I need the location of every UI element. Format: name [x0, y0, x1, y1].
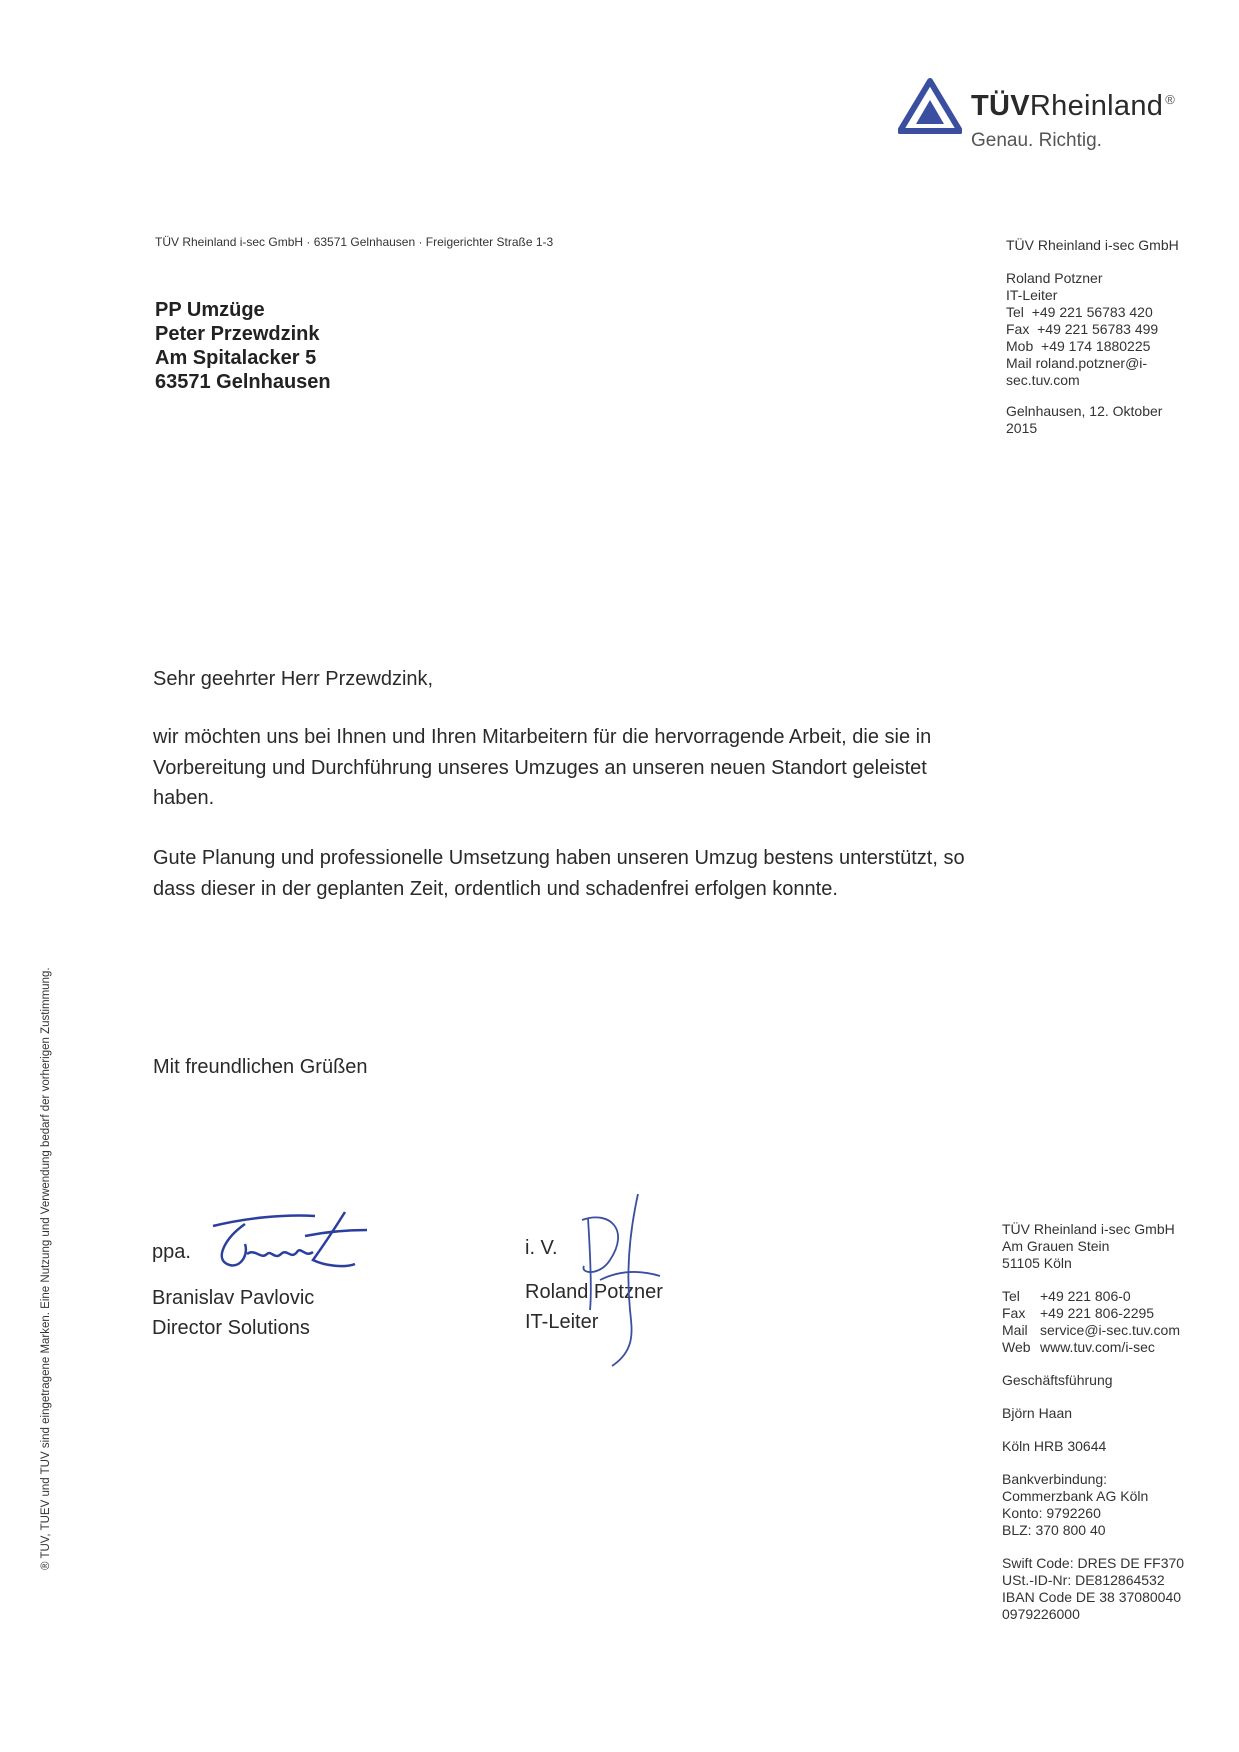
footer-iban: IBAN Code DE 38 37080040 — [1002, 1589, 1182, 1605]
logo-wordmark: TÜVRheinland ® — [971, 90, 1176, 122]
contact-mail-cont: sec.tuv.com — [1006, 372, 1080, 388]
contact-name: Roland Potzner — [1006, 270, 1103, 286]
recipient-street: Am Spitalacker 5 — [155, 347, 317, 369]
trademark-side-note: ® TUV, TUEV und TUV sind eingetragene Marken. Eine Nutzung und Verwendung bedarf der vorherigen Zustimmung. — [40, 967, 52, 1570]
footer-manager: Björn Haan — [1002, 1405, 1073, 1421]
footer-management-label: Geschäftsführung — [1002, 1372, 1113, 1388]
footer-company-info: TÜV Rheinland i-sec GmbH Am Grauen Stein 51105 Köln Tel +49 221 806-0 Fax +49 221 806-2295 Mail service@i-sec.tuv.com Web www.tuv.com/i-sec Geschäftsführung Björn Haan Köln HRB 30644 Bankverbindung: Commerzbank AG Köln Konto: 9792260 BLZ: 370 800 40 Swift Code: DRES DE FF370 USt.-ID-Nr: DE812864532 IBAN Code DE 38 37080040 0979226000 — [1002, 1221, 1185, 1622]
handwritten-signature-1 — [205, 1208, 375, 1288]
sender-address-line: TÜV Rheinland i-sec GmbH · 63571 Gelnhausen · Freigerichter Straße 1-3 — [155, 235, 554, 249]
signature-prefix: i. V. — [525, 1237, 558, 1259]
contact-role: IT-Leiter — [1006, 287, 1058, 303]
body-paragraph-1: wir möchten uns bei Ihnen und Ihren Mitarbeitern für die hervorragende Arbeit, die sie in Vorbereitung und Durchführung unseres Umzuges an unseren neuen Standort geleistet haben. — [153, 726, 932, 809]
footer-mail: Mail service@i-sec.tuv.com — [1002, 1322, 1180, 1338]
signatory-title: IT-Leiter — [525, 1311, 599, 1333]
footer-register: Köln HRB 30644 — [1002, 1438, 1107, 1454]
recipient-company: PP Umzüge — [155, 299, 265, 321]
footer-vat: USt.-ID-Nr: DE812864532 — [1002, 1572, 1165, 1588]
footer-swift: Swift Code: DRES DE FF370 — [1002, 1555, 1185, 1571]
handwritten-signature-2 — [570, 1190, 670, 1370]
recipient-address — [155, 298, 331, 394]
contact-block — [1006, 270, 1158, 389]
recipient-city: 63571 Gelnhausen — [155, 371, 331, 393]
footer-web: Web www.tuv.com/i-sec — [1002, 1339, 1155, 1355]
contact-mail: Mail roland.potzner@i- — [1006, 355, 1148, 371]
signatory-name: Roland Potzner — [525, 1281, 663, 1303]
footer-bank-label: Bankverbindung: — [1002, 1471, 1108, 1487]
footer-tel: Tel +49 221 806-0 — [1002, 1288, 1131, 1304]
tuv-rheinland-logo — [898, 78, 1198, 158]
logo-tagline: Genau. Richtig. — [971, 130, 1102, 151]
closing: Mit freundlichen Grüßen — [153, 1056, 368, 1078]
contact-company: TÜV Rheinland i-sec GmbH — [1006, 237, 1179, 253]
body-paragraph-2: Gute Planung und professionelle Umsetzung haben unseren Umzug bestens unterstützt, so dass dieser in der geplanten Zeit, ordentlich und schadenfrei erfolgen konnte. — [153, 847, 965, 900]
triangle-logo-icon — [898, 78, 962, 134]
letter-date: Gelnhausen, 12. Oktober 2015 — [1006, 403, 1163, 436]
contact-mob: Mob +49 174 1880225 — [1006, 338, 1151, 354]
contact-tel: Tel +49 221 56783 420 — [1006, 304, 1153, 320]
salutation: Sehr geehrter Herr Przewdzink, — [153, 668, 434, 690]
signatory-name: Branislav Pavlovic — [152, 1287, 315, 1309]
contact-fax: Fax +49 221 56783 499 — [1006, 321, 1159, 337]
footer-fax: Fax +49 221 806-2295 — [1002, 1305, 1155, 1321]
signature-prefix: ppa. — [152, 1241, 191, 1263]
recipient-name: Peter Przewdzink — [155, 323, 320, 345]
signatory-title: Director Solutions — [152, 1317, 310, 1339]
